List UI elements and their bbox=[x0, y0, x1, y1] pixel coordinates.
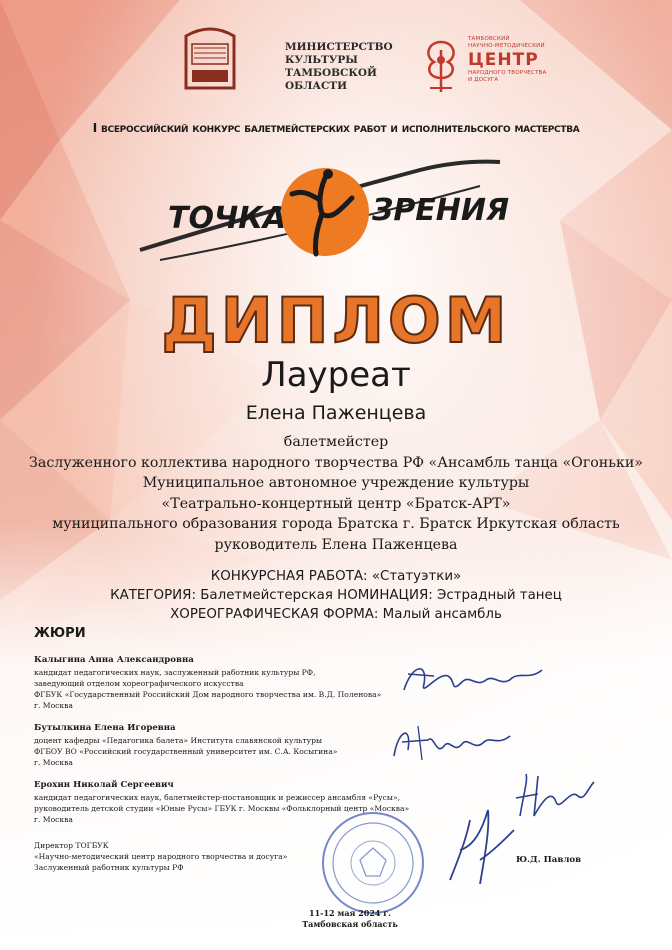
jury-member-line: ФГБОУ ВО «Российский государственный университет им. С.А. Косыгина» bbox=[34, 747, 338, 756]
winner-details bbox=[0, 432, 672, 555]
jury-member-name: Калыгина Анна Александровна bbox=[34, 655, 194, 665]
details-line: муниципального образования города Братска г. Братск Иркутская область bbox=[52, 516, 620, 532]
jury-member-line: кандидат педагогических наук, балетмейстер-постановщик и режиссер ансамбля «Русы», bbox=[34, 793, 401, 802]
center-org-small: НАРОДНОГО ТВОРЧЕСТВА bbox=[468, 70, 547, 76]
winner-name: Елена Паженцева bbox=[245, 402, 427, 424]
director-name: Ю.Д. Павлов bbox=[516, 855, 582, 865]
jury-member-line: кандидат педагогических наук, заслуженный работник культуры РФ, bbox=[34, 668, 316, 677]
signature-icon bbox=[388, 716, 518, 766]
official-seal-icon bbox=[318, 808, 428, 918]
details-line: руководитель Елена Паженцева bbox=[214, 536, 458, 553]
contest-title: I всероссийский конкурс балетмейстерских работ и исполнительского мастерства bbox=[92, 120, 580, 135]
work-line: ХОРЕОГРАФИЧЕСКАЯ ФОРМА: Малый ансамбль bbox=[170, 607, 502, 622]
center-org-label bbox=[468, 36, 578, 84]
emblem-right-word: ЗРЕНИЯ bbox=[372, 193, 510, 228]
center-org-small: ТАМБОВСКИЙ bbox=[468, 36, 510, 42]
jury-member-name: Ерохин Николай Сергеевич bbox=[34, 780, 174, 790]
details-line: балетмейстер bbox=[283, 434, 389, 450]
jury-member-line: руководитель детской студии «Юные Русы» ГБУК г. Москвы «Фольклорный центр «Москва» bbox=[34, 804, 410, 813]
signature-icon bbox=[398, 654, 548, 706]
date-line: 11-12 мая 2024 г. bbox=[309, 908, 391, 918]
center-org-big: ЦЕНТР bbox=[468, 50, 539, 70]
work-line: КОНКУРСНАЯ РАБОТА: «Статуэтки» bbox=[210, 569, 462, 584]
competition-work bbox=[0, 567, 672, 624]
signature-icon bbox=[440, 800, 520, 890]
details-line: «Театрально-концертный центр «Братск-АРТ» bbox=[161, 495, 511, 512]
laureate-title: Лауреат bbox=[261, 355, 411, 395]
jury-title: ЖЮРИ bbox=[34, 626, 86, 641]
ministry-line: ОБЛАСТИ bbox=[285, 80, 348, 92]
director-line: «Научно-методический центр народного творчества и досуга» bbox=[34, 852, 288, 861]
jury-member-line: г. Москва bbox=[34, 758, 73, 767]
jury-member-line: г. Москва bbox=[34, 815, 73, 824]
jury-member-line: заведующий отделом хореографического искусства bbox=[34, 679, 244, 688]
place-line: Тамбовская область bbox=[302, 919, 398, 929]
jury-member-line: г. Москва bbox=[34, 701, 73, 710]
work-line: КАТЕГОРИЯ: Балетмейстерская НОМИНАЦИЯ: Эстрадный танец bbox=[110, 588, 562, 603]
jury-member-line: доцент кафедры «Педагогика балета» Института славянской культуры bbox=[34, 736, 322, 745]
ministry-label bbox=[285, 41, 395, 93]
ministry-line: МИНИСТЕРСТВО bbox=[285, 41, 393, 53]
director-line: Директор ТОГБУК bbox=[34, 841, 109, 850]
director-line: Заслуженный работник культуры РФ bbox=[34, 863, 184, 872]
center-logo-icon bbox=[418, 36, 464, 96]
center-org-small: НАУЧНО-МЕТОДИЧЕСКИЙ bbox=[468, 43, 545, 49]
details-line: Муниципальное автономное учреждение культуры bbox=[142, 475, 530, 491]
ministry-line: КУЛЬТУРЫ bbox=[285, 54, 358, 66]
jury-member-line: ФГБУК «Государственный Российский Дом народного творчества им. В.Д. Поленова» bbox=[34, 690, 382, 699]
jury-member-name: Бутылкина Елена Игоревна bbox=[34, 723, 176, 733]
tochka-zreniya-emblem bbox=[120, 150, 550, 270]
center-org-small: И ДОСУГА bbox=[468, 77, 499, 83]
emblem-left-word: ТОЧКА bbox=[168, 201, 286, 236]
signature-icon bbox=[508, 768, 598, 824]
details-line: Заслуженного коллектива народного творчества РФ «Ансамбль танца «Огоньки» bbox=[29, 454, 643, 471]
ministry-line: ТАМБОВСКОЙ bbox=[285, 67, 377, 79]
date-place bbox=[280, 908, 420, 930]
diploma-title: ДИПЛОМ bbox=[161, 284, 511, 357]
gdnt-logo-icon bbox=[180, 26, 240, 94]
